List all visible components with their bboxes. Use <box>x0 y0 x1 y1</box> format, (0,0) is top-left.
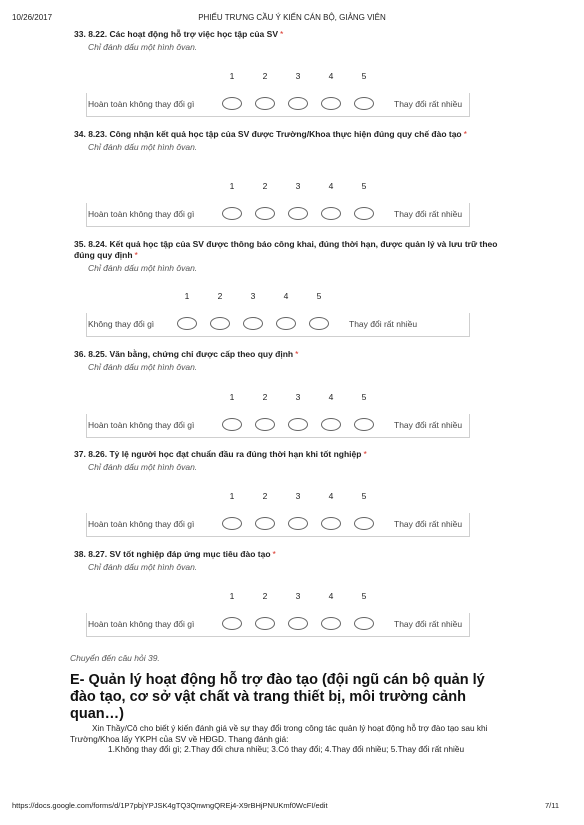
scale-number: 2 <box>262 392 268 402</box>
scale-number: 5 <box>316 291 322 301</box>
question-1 <box>74 29 504 52</box>
question-number: 36. <box>74 349 86 359</box>
scale-number: 3 <box>250 291 256 301</box>
scale-row <box>86 204 470 227</box>
row-divider <box>86 613 87 637</box>
rating-option-5[interactable] <box>354 97 374 110</box>
rating-option-1[interactable] <box>222 418 242 431</box>
row-divider <box>86 414 87 438</box>
question-6 <box>74 549 504 572</box>
question-title <box>74 239 504 261</box>
scale-numbers <box>86 591 470 603</box>
rating-option-5[interactable] <box>309 317 329 330</box>
question-hint: Chỉ đánh dấu một hình ôvan. <box>88 562 198 572</box>
rating-option-5[interactable] <box>354 517 374 530</box>
scale-number: 4 <box>328 491 334 501</box>
scale-number: 3 <box>295 181 301 191</box>
rating-option-3[interactable] <box>288 418 308 431</box>
rating-option-3[interactable] <box>288 617 308 630</box>
scale-numbers <box>86 491 470 503</box>
rating-option-4[interactable] <box>321 207 341 220</box>
scale-number: 3 <box>295 392 301 402</box>
scale-row <box>86 314 470 337</box>
scale-number: 2 <box>262 71 268 81</box>
scale-number: 1 <box>229 181 235 191</box>
scale-low-label: Hoàn toàn không thay đổi gì <box>88 99 195 109</box>
row-divider <box>469 313 470 337</box>
rating-option-2[interactable] <box>255 418 275 431</box>
rating-option-1[interactable] <box>222 97 242 110</box>
question-number: 34. <box>74 129 86 139</box>
scale-row <box>86 614 470 637</box>
scale-number: 4 <box>328 392 334 402</box>
question-hint: Chỉ đánh dấu một hình ôvan. <box>88 462 198 472</box>
row-divider <box>86 93 87 117</box>
scale-number: 5 <box>361 491 367 501</box>
scale-legend: 1.Không thay đổi gì; 2.Thay đổi chưa nhiều; 3.Có thay đổi; 4.Thay đổi nhiều; 5.Thay đổi rất nhiều <box>108 744 465 754</box>
rating-option-3[interactable] <box>288 517 308 530</box>
rating-option-4[interactable] <box>321 418 341 431</box>
scale-number: 5 <box>361 392 367 402</box>
question-number: 35. <box>74 239 86 249</box>
scale-numbers <box>86 392 470 404</box>
scale-number: 5 <box>361 591 367 601</box>
rating-option-2[interactable] <box>255 617 275 630</box>
question-hint: Chỉ đánh dấu một hình ôvan. <box>88 142 198 152</box>
question-title <box>74 549 504 560</box>
rating-option-3[interactable] <box>243 317 263 330</box>
rating-option-5[interactable] <box>354 617 374 630</box>
rating-option-5[interactable] <box>354 207 374 220</box>
rating-scale <box>86 491 470 537</box>
question-text: 8.23. Công nhận kết quả học tập của SV được Trường/Khoa thực hiện đúng quy chế đào tạo <box>88 129 462 139</box>
scale-number: 2 <box>262 591 268 601</box>
scale-high-label: Thay đổi rất nhiều <box>394 619 463 629</box>
scale-numbers <box>86 181 470 193</box>
question-text: 8.25. Văn bằng, chứng chỉ được cấp theo quy định <box>88 349 294 359</box>
question-4 <box>74 349 504 372</box>
scale-number: 3 <box>295 71 301 81</box>
required-asterisk: * <box>134 250 138 260</box>
scale-high-label: Thay đổi rất nhiều <box>349 319 418 329</box>
rating-option-3[interactable] <box>288 97 308 110</box>
question-title <box>74 29 504 40</box>
scale-number: 5 <box>361 181 367 191</box>
print-date: 10/26/2017 <box>12 13 53 22</box>
rating-option-4[interactable] <box>321 97 341 110</box>
scale-number: 2 <box>262 181 268 191</box>
rating-option-1[interactable] <box>222 617 242 630</box>
question-number: 33. <box>74 29 86 39</box>
rating-option-1[interactable] <box>222 517 242 530</box>
section-title: E- Quản lý hoạt động hỗ trợ đào tạo (đội ngũ cán bộ quản lý đào tạo, cơ sở vật chất và trang thiết bị, môi trường cảnh quan…) <box>70 672 485 722</box>
scale-low-label: Hoàn toàn không thay đổi gì <box>88 519 195 529</box>
rating-option-2[interactable] <box>255 97 275 110</box>
row-divider <box>469 613 470 637</box>
question-title <box>74 349 504 360</box>
required-asterisk: * <box>363 449 367 459</box>
row-divider <box>469 414 470 438</box>
scale-number: 3 <box>295 491 301 501</box>
scale-number: 3 <box>295 591 301 601</box>
required-asterisk: * <box>272 549 276 559</box>
required-asterisk: * <box>463 129 467 139</box>
rating-option-4[interactable] <box>276 317 296 330</box>
rating-option-2[interactable] <box>255 207 275 220</box>
rating-scale <box>86 392 470 438</box>
question-5 <box>74 449 504 472</box>
rating-option-5[interactable] <box>354 418 374 431</box>
scale-low-label: Hoàn toàn không thay đổi gì <box>88 209 195 219</box>
scale-numbers <box>86 291 470 303</box>
scale-number: 1 <box>229 591 235 601</box>
jump-note: Chuyển đến câu hỏi 39. <box>70 653 160 663</box>
row-divider <box>469 513 470 537</box>
print-header-title: PHIẾU TRƯNG CẦU Ý KIẾN CÁN BỘ, GIẢNG VIÊN <box>198 13 386 22</box>
scale-number: 1 <box>229 491 235 501</box>
page-number: 7/11 <box>544 801 559 810</box>
question-hint: Chỉ đánh dấu một hình ôvan. <box>88 362 198 372</box>
question-number: 37. <box>74 449 86 459</box>
scale-number: 4 <box>328 591 334 601</box>
row-divider <box>86 513 87 537</box>
rating-scale <box>86 71 470 117</box>
question-title <box>74 129 504 140</box>
question-number: 38. <box>74 549 86 559</box>
scale-low-label: Không thay đổi gì <box>88 319 155 329</box>
scale-row <box>86 415 470 438</box>
section-intro-text: Xin Thầy/Cô cho biết ý kiến đánh giá về sự thay đổi trong công tác quản lý hoạt động hỗ trợ đào tạo sau khi Trường/Khoa lấy YKPH của SV về HĐGD. Thang đánh giá: <box>70 723 488 744</box>
scale-number: 2 <box>217 291 223 301</box>
scale-high-label: Thay đổi rất nhiều <box>394 519 463 529</box>
scale-number: 1 <box>229 392 235 402</box>
question-title <box>74 449 504 460</box>
rating-option-3[interactable] <box>288 207 308 220</box>
question-text: 8.26. Tỷ lệ người học đạt chuẩn đầu ra đúng thời hạn khi tốt nghiệp <box>88 449 362 459</box>
print-url: https://docs.google.com/forms/d/1P7pbjYPJSK4gTQ3QnwngQREj4-X9rBHjPNUKmf0WcFI/edit <box>12 801 328 810</box>
required-asterisk: * <box>279 29 284 39</box>
question-hint: Chỉ đánh dấu một hình ôvan. <box>88 42 198 52</box>
question-2 <box>74 129 504 152</box>
scale-low-label: Hoàn toàn không thay đổi gì <box>88 420 195 430</box>
scale-row <box>86 94 470 117</box>
rating-option-4[interactable] <box>321 517 341 530</box>
scale-low-label: Hoàn toàn không thay đổi gì <box>88 619 195 629</box>
scale-high-label: Thay đổi rất nhiều <box>394 420 463 430</box>
scale-number: 4 <box>328 71 334 81</box>
scale-high-label: Thay đổi rất nhiều <box>394 209 463 219</box>
scale-row <box>86 514 470 537</box>
scale-number: 2 <box>262 491 268 501</box>
question-text: 8.22. Các hoạt động hỗ trợ việc học tập của SV <box>88 29 278 39</box>
rating-option-4[interactable] <box>321 617 341 630</box>
row-divider <box>86 203 87 227</box>
scale-number: 1 <box>184 291 190 301</box>
required-asterisk: * <box>295 349 299 359</box>
row-divider <box>86 313 87 337</box>
scale-high-label: Thay đổi rất nhiều <box>394 99 463 109</box>
rating-scale <box>86 591 470 637</box>
row-divider <box>469 93 470 117</box>
question-text: 8.27. SV tốt nghiệp đáp ứng mục tiêu đào tạo <box>88 549 271 559</box>
question-3 <box>74 239 504 273</box>
scale-number: 1 <box>229 71 235 81</box>
rating-scale <box>86 181 470 227</box>
rating-option-2[interactable] <box>255 517 275 530</box>
scale-number: 4 <box>328 181 334 191</box>
row-divider <box>469 203 470 227</box>
rating-option-1[interactable] <box>177 317 197 330</box>
scale-number: 4 <box>283 291 289 301</box>
question-text: 8.24. Kết quả học tập của SV được thông báo công khai, đúng thời hạn, được quản lý và lưu trữ theo đúng quy định <box>74 239 498 260</box>
section-intro <box>70 723 488 755</box>
scale-numbers <box>86 71 470 83</box>
rating-option-2[interactable] <box>210 317 230 330</box>
question-hint: Chỉ đánh dấu một hình ôvan. <box>88 263 198 273</box>
rating-scale <box>86 291 470 337</box>
rating-option-1[interactable] <box>222 207 242 220</box>
scale-number: 5 <box>361 71 367 81</box>
